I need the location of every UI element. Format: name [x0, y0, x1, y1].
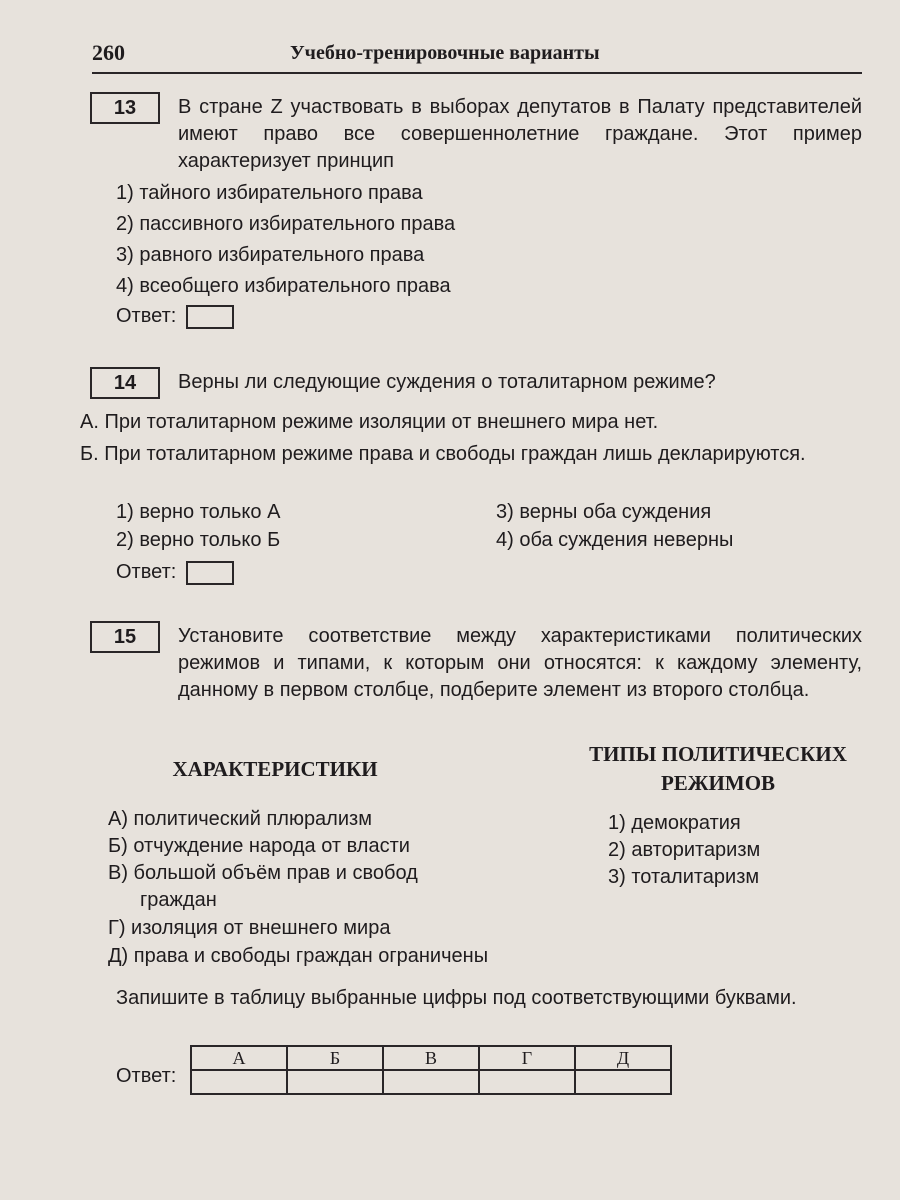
question-15-instruction: Запишите в таблицу выбранные цифры под соответствующими буквами. — [116, 987, 797, 1009]
page-number: 260 — [92, 40, 125, 65]
answer-label: Ответ: — [116, 305, 177, 327]
characteristic-a: А) политический плюрализм — [108, 808, 372, 830]
answer-table-header-b: Б — [287, 1046, 383, 1070]
characteristics-column-header: ХАРАКТЕРИСТИКИ — [172, 757, 378, 781]
question-14-option-4: 4) оба суждения неверны — [496, 529, 734, 551]
question-15-stem: Установите соответствие между характеристиками политических режимов и типами, к которым они относятся: к каждому элементу, данному в первом столбце, подберите элемент из второго столбца. — [178, 625, 862, 701]
type-2: 2) авторитаризм — [608, 839, 761, 861]
question-14-answer-box[interactable] — [186, 561, 234, 585]
types-column-header-line2: РЕЖИМОВ — [660, 771, 776, 795]
question-14-statement-a: А. При тоталитарном режиме изоляции от внешнего мира нет. — [80, 411, 659, 433]
type-3: 3) тоталитаризм — [608, 866, 760, 888]
question-15-answer-table — [190, 1045, 672, 1095]
question-13-option-1: 1) тайного избирательного права — [116, 182, 423, 204]
question-13-number: 13 — [90, 92, 160, 124]
question-13-stem: В стране Z участвовать в выборах депутатов в Палату представителей имеют право все совершеннолетние граждане. Этот пример характеризует принцип — [178, 96, 862, 172]
answer-table-header-d: Д — [575, 1046, 671, 1070]
answer-cell-v[interactable] — [383, 1070, 479, 1094]
question-14-option-3: 3) верны оба суждения — [496, 501, 712, 523]
page-title: Учебно-тренировочные варианты — [290, 42, 600, 64]
question-13-option-2: 2) пассивного избирательного права — [116, 213, 456, 235]
question-13-answer — [116, 303, 234, 330]
question-14-option-1: 1) верно только А — [116, 501, 281, 523]
answer-table-input-row — [191, 1070, 671, 1094]
question-13-option-3: 3) равного избирательного права — [116, 244, 425, 266]
question-14-number: 14 — [90, 367, 160, 399]
question-14-option-2: 2) верно только Б — [116, 529, 281, 551]
answer-table-header-row — [191, 1046, 671, 1070]
question-14-statement-b: Б. При тоталитарном режиме права и свободы граждан лишь декларируются. — [80, 443, 806, 465]
answer-cell-a[interactable] — [191, 1070, 287, 1094]
question-14-stem: Верны ли следующие суждения о тоталитарном режиме? — [178, 371, 716, 393]
question-14-answer — [116, 559, 234, 586]
characteristic-d: Д) права и свободы граждан ограничены — [108, 945, 489, 967]
answer-label: Ответ: — [116, 561, 177, 583]
answer-cell-g[interactable] — [479, 1070, 575, 1094]
answer-table-header-v: В — [383, 1046, 479, 1070]
question-15-answer-label: Ответ: — [116, 1065, 177, 1087]
characteristic-b: Б) отчуждение народа от власти — [108, 835, 410, 857]
answer-cell-d[interactable] — [575, 1070, 671, 1094]
question-15-number: 15 — [90, 621, 160, 653]
answer-table-header-a: А — [191, 1046, 287, 1070]
characteristic-v: В) большой объём прав и свобод граждан — [108, 862, 418, 911]
question-13-answer-box[interactable] — [186, 305, 234, 329]
types-column-header-line1: ТИПЫ ПОЛИТИЧЕСКИХ — [589, 742, 847, 766]
type-1: 1) демократия — [608, 812, 741, 834]
answer-cell-b[interactable] — [287, 1070, 383, 1094]
characteristic-g: Г) изоляция от внешнего мира — [108, 917, 391, 939]
page-header — [92, 38, 862, 74]
question-13-option-4: 4) всеобщего избирательного права — [116, 275, 451, 297]
answer-table-header-g: Г — [479, 1046, 575, 1070]
